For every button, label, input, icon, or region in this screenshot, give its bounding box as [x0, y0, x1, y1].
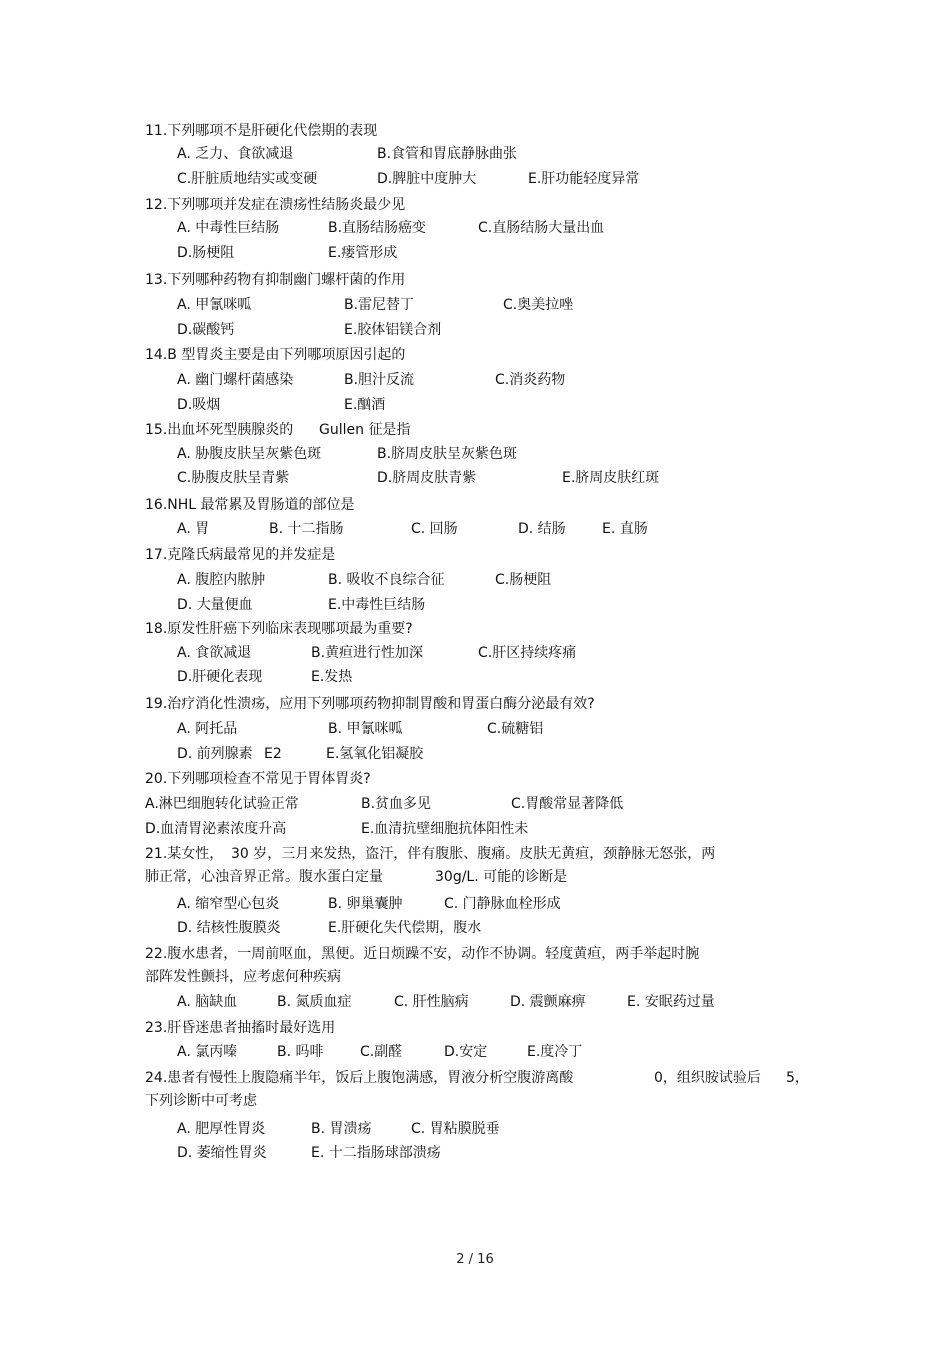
option-c: C.奥美拉唑	[503, 297, 574, 313]
option-b: B. 吸收不良综合征	[328, 572, 445, 588]
option-c: C. 肝性脑病	[394, 994, 469, 1010]
option-a: A. 脑缺血	[177, 994, 238, 1010]
option-a: A. 食欲减退	[177, 645, 252, 661]
option-b: B. 胃溃疡	[311, 1121, 372, 1137]
option-c: C.副醛	[360, 1044, 403, 1060]
option-e: E.酗酒	[344, 397, 386, 413]
option-a: A. 甲氰咪呱	[177, 297, 252, 313]
option-c: C. 门静脉血栓形成	[444, 896, 561, 912]
option-b: B.食管和胃底静脉曲张	[377, 146, 518, 162]
page-number: 2 / 16	[456, 1252, 494, 1267]
option-b: B. 吗啡	[277, 1044, 324, 1060]
option-c: C.肠梗阻	[495, 572, 552, 588]
option-c: C.硫糖铝	[487, 721, 544, 737]
option-d: D.脾脏中度肿大	[377, 171, 477, 187]
option-a: A. 中毒性巨结肠	[177, 220, 280, 236]
option-a: A. 氯丙嗪	[177, 1044, 238, 1060]
option-c: C. 胃粘膜脱垂	[411, 1121, 500, 1137]
option-b: B.黄疸进行性加深	[311, 645, 424, 661]
option-d: D. 结肠	[518, 521, 566, 537]
option-b: B. 氮质血症	[277, 994, 352, 1010]
option-e: E.肝硬化失代偿期，腹水	[328, 920, 482, 936]
option-b: B.贫血多见	[361, 796, 432, 812]
option-a: A. 缩窄型心包炎	[177, 896, 280, 912]
option-c: C.肝脏质地结实或变硬	[177, 171, 318, 187]
option-d: D. 大量便血	[177, 597, 253, 613]
option-b: B.雷尼替丁	[344, 297, 415, 313]
option-e: E. 十二指肠球部溃疡	[311, 1145, 441, 1161]
option-a: A. 肥厚性胃炎	[177, 1121, 266, 1137]
option-d: D.脐周皮肤青紫	[377, 470, 477, 486]
option-a: A. 腹腔内脓肿	[177, 572, 266, 588]
option-d: D. 前列腺素	[177, 746, 253, 762]
option-c: C. 回肠	[411, 521, 458, 537]
option-e: E.脐周皮肤红斑	[562, 470, 660, 486]
option-a: A. 乏力、食欲减退	[177, 146, 294, 162]
option-d: D.安定	[444, 1044, 488, 1060]
option-e: E.氢氧化铝凝胶	[326, 746, 424, 762]
option-c: C.胃酸常显著降低	[511, 796, 624, 812]
option-a: A. 胁腹皮肤呈灰紫色斑	[177, 446, 322, 462]
option-e: E.胶体铝镁合剂	[344, 322, 442, 338]
option-e: E.血清抗壁细胞抗体阳性未	[361, 821, 529, 837]
option-a: A. 胃	[177, 521, 210, 537]
option-e: E.肝功能轻度异常	[528, 171, 640, 187]
option-c: C.直肠结肠大量出血	[478, 220, 605, 236]
option-c: C.肝区持续疼痛	[478, 645, 577, 661]
option-e: E. 安眠药过量	[627, 994, 715, 1010]
option-a: A. 阿托品	[177, 721, 238, 737]
option-e: E.度冷丁	[527, 1044, 583, 1060]
option-b: B.胆汁反流	[344, 372, 415, 388]
option-a: A. 幽门螺杆菌感染	[177, 372, 294, 388]
option-c: C.胁腹皮肤呈青紫	[177, 470, 290, 486]
option-d: D.吸烟	[177, 397, 221, 413]
option-d: D. 萎缩性胃炎	[177, 1145, 267, 1161]
option-c: C.消炎药物	[495, 372, 566, 388]
option-e: E.中毒性巨结肠	[328, 597, 426, 613]
option-b: B. 十二指肠	[269, 521, 344, 537]
option-b: B. 甲氰咪呱	[328, 721, 403, 737]
option-b: B.直肠结肠癌变	[328, 220, 427, 236]
option-b: B.脐周皮肤呈灰紫色斑	[377, 446, 518, 462]
option-d: D.血清胃泌素浓度升高	[145, 821, 287, 837]
document-page: 11.下列哪项不是肝硬化代偿期的表现 A. 乏力、食欲减退 B.食管和胃底静脉曲张 C.肝脏质地结实或变硬 D.脾脏中度肿大 E.肝功能轻度异常 12.下列哪项并发症在溃疡性结肠炎最少见 A. 中毒性巨结肠 B.直肠结肠癌变 C.直肠结肠大量出血 D.肠梗阻 E.瘘管形成 13.下列哪种药物有抑制幽门螺杆菌的作用 A. 甲氰咪呱 B.雷尼替丁 C.奥美拉唑 D.碳酸钙 E.胶体铝镁合剂 14.B 型胃炎主要是由下列哪项原因引起的 A. 幽门螺杆菌感染 B.胆汁反流 C.消炎药物 D.吸烟 E.酗酒 15.出血坏死型胰腺炎的 Gullen 征是指 A. 胁腹皮肤呈灰紫色斑 B.脐周皮肤呈灰紫色斑 C.胁腹皮肤呈青紫 D.脐周皮肤青紫 E.脐周皮肤红斑 16.NHL 最常累及胃肠道的部位是 A. 胃 B. 十二指肠 C. 回肠 D. 结肠 E. 直肠 17.克隆氏病最常见的并发症是 A. 腹腔内脓肿 B. 吸收不良综合征 C.肠梗阻 D. 大量便血 E.中毒性巨结肠 18.原发性肝癌下列临床表现哪项最为重要? A. 食欲减退 B.黄疸进行性加深 C.肝区持续疼痛 D.肝硬化表现 E.发热 19.治疗消化性溃疡，应用下列哪项药物抑制胃酸和胃蛋白酶分泌最有效? A. 阿托品 B. 甲氰咪呱 C.硫糖铝 D. 前列腺素 E2 E.氢氧化铝凝胶 20.下列哪项检查不常见于胃体胃炎? A.淋巴细胞转化试验正常 B.贫血多见 C.胃酸常显著降低 D.血清胃泌素浓度升高 E.血清抗壁细胞抗体阳性未 21.某女性， 30 岁，三月来发热，盗汗，伴有腹胀、腹痛。皮肤无黄疸，颈静脉无怒张，两 肺正常，心浊音界正常。腹水蛋白定量 30g/L. 可能的诊断是 A. 缩窄型心包炎 B. 卵巢囊肿 C. 门静脉血栓形成 D. 结核性腹膜炎 E.肝硬化失代偿期，腹水 22.腹水患者，一周前呕血，黑便。近日烦躁不安，动作不协调。轻度黄疸，两手举起时腕 部阵发性颤抖，应考虑何种疾病 A. 脑缺血 B. 氮质血症 C. 肝性脑病 D. 震颤麻痹 E. 安眠药过量 23.肝昏迷患者抽搐时最好选用 A. 氯丙嗪 B. 吗啡 C.副醛 D.安定 E.度冷丁 24.患者有慢性上腹隐痛半年，饭后上腹饱满感，胃液分析空腹游离酸 0，组织胺试验后 5， 下列诊断中可考虑 A. 肥厚性胃炎 B. 胃溃疡 C. 胃粘膜脱垂 D. 萎缩性胃炎 E. 十二指肠球部溃疡 2 / 16	[0, 0, 950, 1345]
option-b: B. 卵巢囊肿	[328, 896, 403, 912]
option-e: E.发热	[311, 669, 353, 685]
option-d: D. 结核性腹膜炎	[177, 920, 281, 936]
option-e: E. 直肠	[602, 521, 648, 537]
option-d: D.肠梗阻	[177, 245, 235, 261]
option-d: D.碳酸钙	[177, 322, 235, 338]
option-d: D.肝硬化表现	[177, 669, 263, 685]
option-e: E.瘘管形成	[328, 245, 398, 261]
option-d: D. 震颤麻痹	[510, 994, 586, 1010]
option-a: A.淋巴细胞转化试验正常	[145, 796, 299, 812]
